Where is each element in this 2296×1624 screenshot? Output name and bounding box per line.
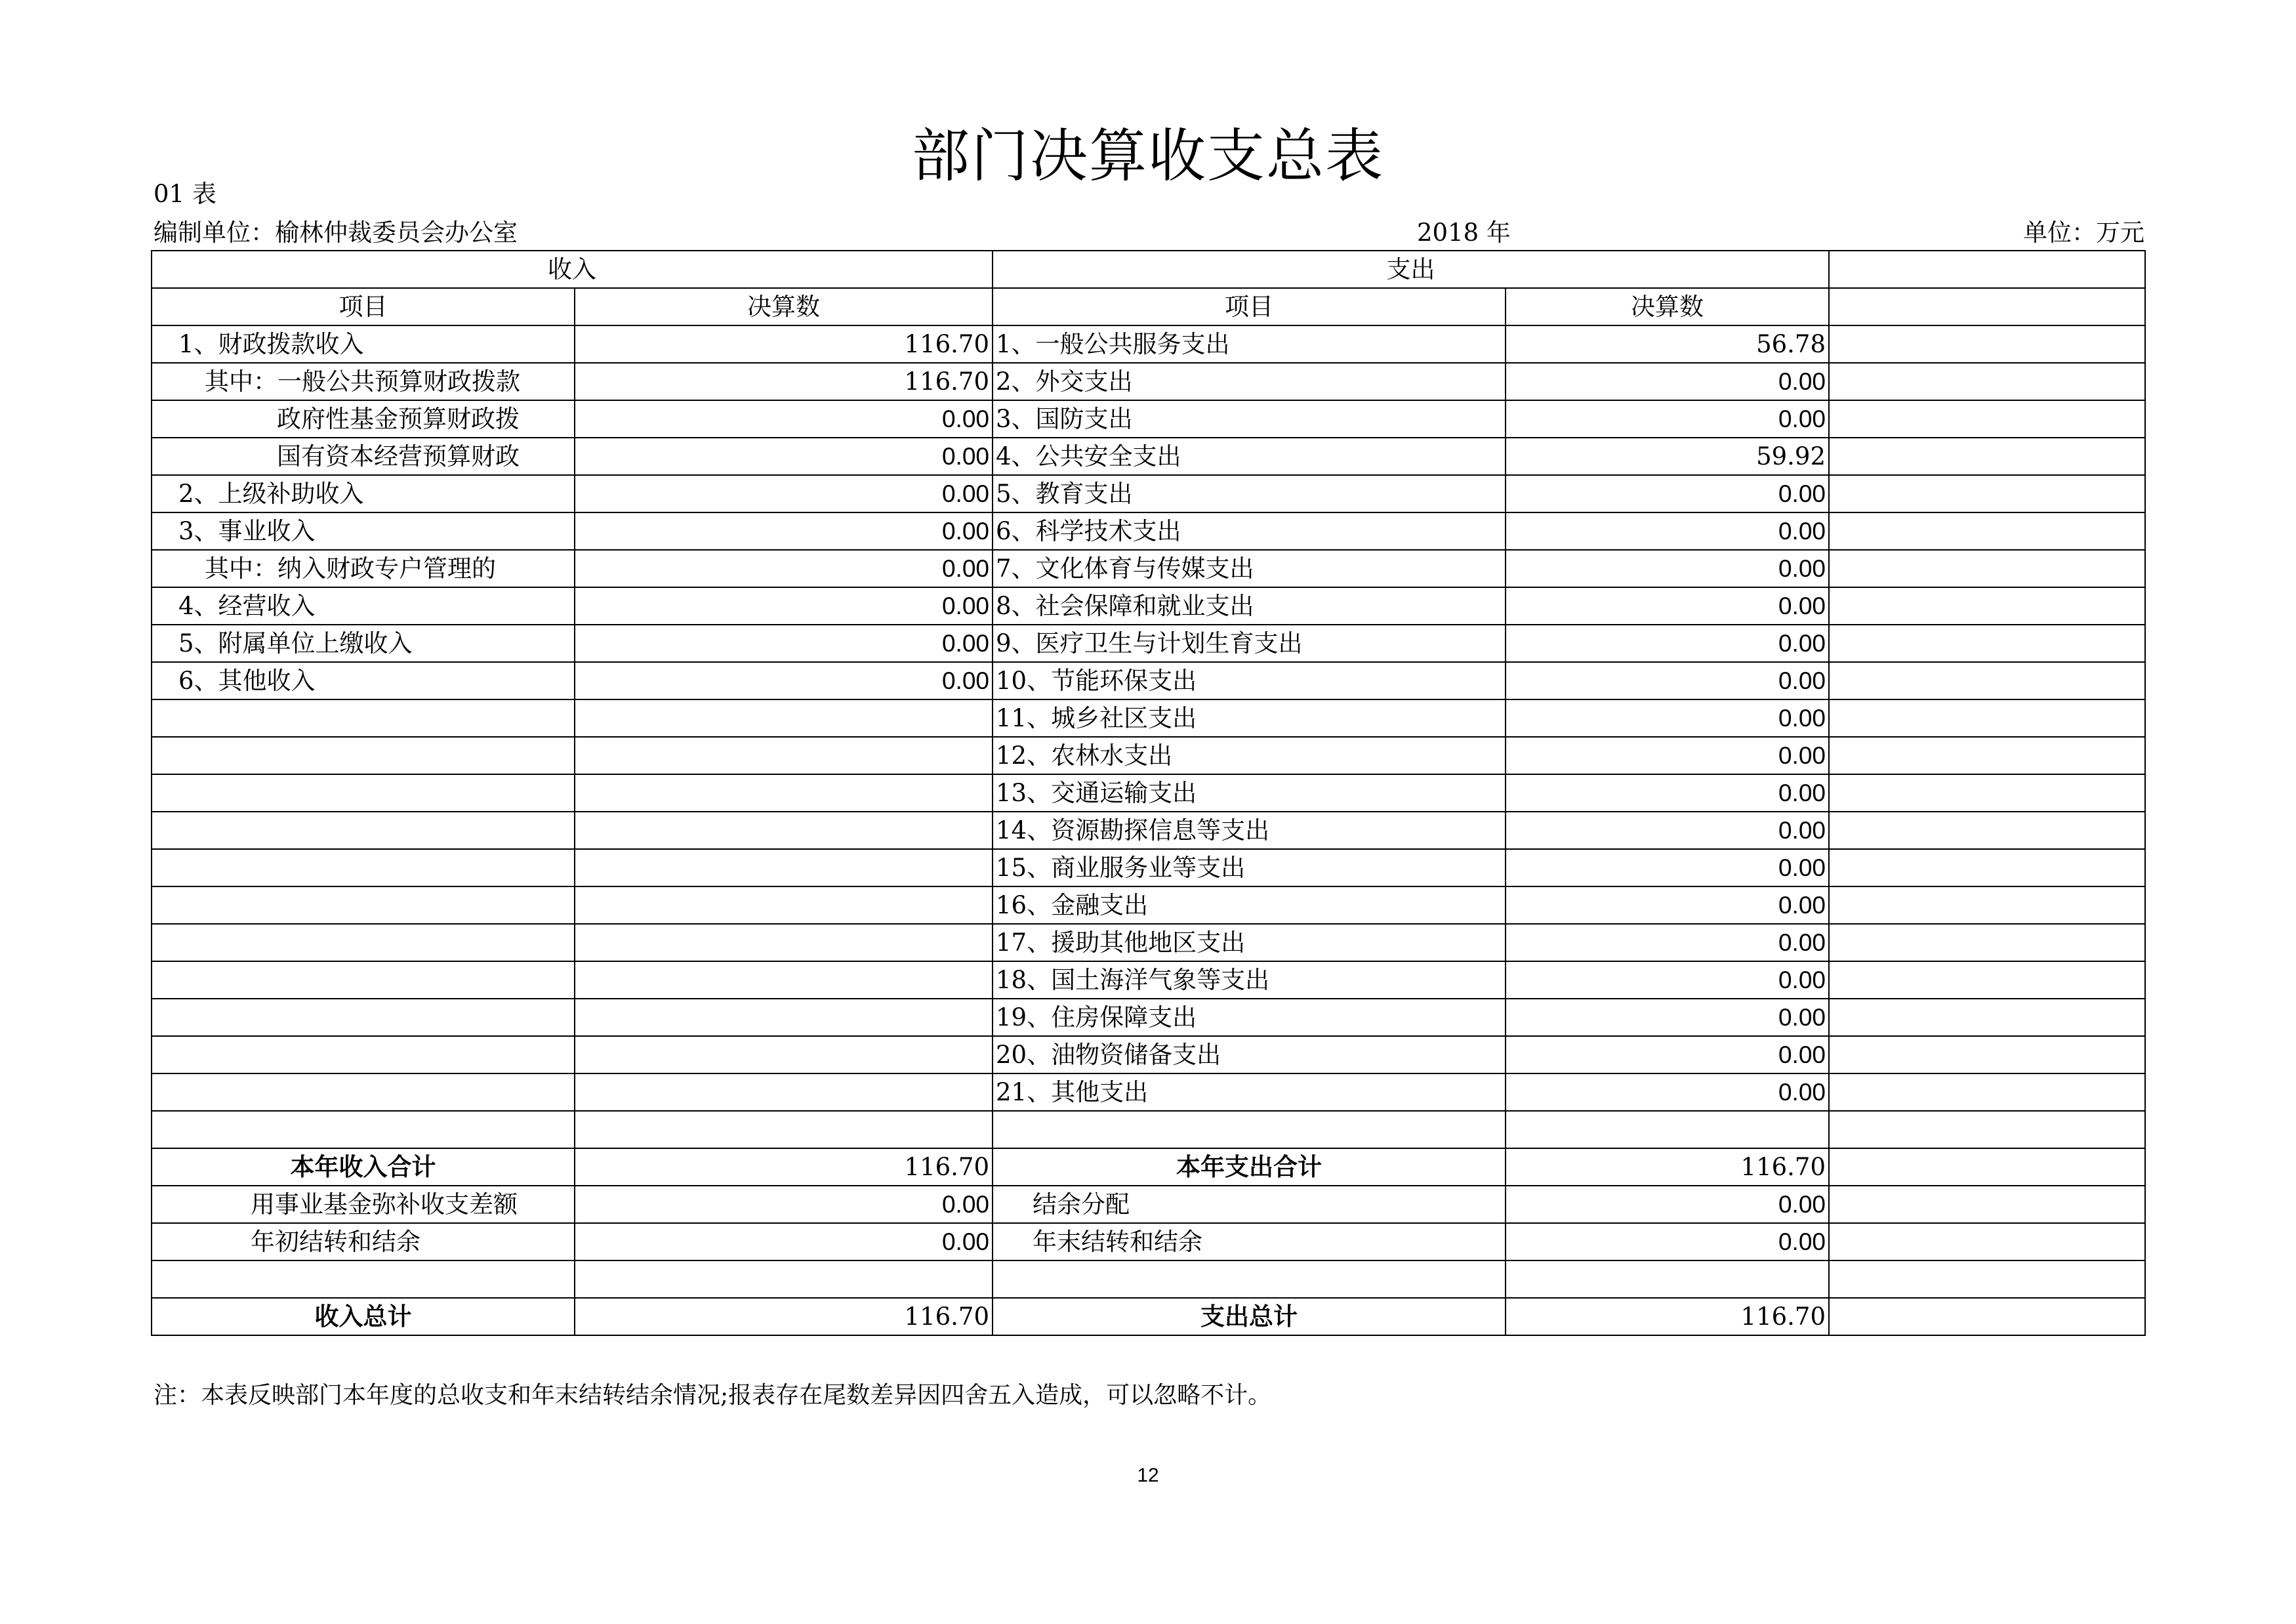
expense-item-value: 0.00 (1506, 512, 1829, 550)
currency-unit: 单位：万元 (2023, 219, 2144, 247)
blank-cell (1829, 251, 2145, 288)
expense-item-label: 15、商业服务业等支出 (993, 849, 1506, 886)
income-item-label: 2、上级补助收入 (152, 475, 575, 512)
table-row (152, 475, 2145, 512)
begin-balance-value: 0.00 (575, 1223, 993, 1260)
blank-cell (1829, 924, 2145, 961)
income-amount-header: 决算数 (575, 288, 993, 325)
empty-cell (575, 699, 993, 737)
grand-total-row (152, 1298, 2145, 1335)
empty-cell (152, 924, 575, 961)
blank-cell (1829, 812, 2145, 849)
expense-grand-total-value: 116.70 (1506, 1298, 1829, 1335)
expense-item-value: 0.00 (1506, 924, 1829, 961)
empty-cell (152, 886, 575, 924)
table-row (152, 512, 2145, 550)
blank-cell (1829, 1073, 2145, 1111)
year-expense-total-value: 116.70 (1506, 1148, 1829, 1186)
blank-cell (1829, 699, 2145, 737)
page-title: 部门决算收支总表 (911, 122, 1384, 190)
budget-summary-table (151, 250, 2146, 1336)
income-item-label: 其中：一般公共预算财政拨款 (152, 363, 575, 400)
income-grand-total-label: 收入总计 (152, 1298, 575, 1335)
end-balance-label: 年末结转和结余 (993, 1223, 1506, 1260)
income-grand-total-value: 116.70 (575, 1298, 993, 1335)
income-item-label: 政府性基金预算财政拨 (152, 400, 575, 438)
expense-item-value: 0.00 (1506, 400, 1829, 438)
income-item-label: 其中：纳入财政专户管理的 (152, 550, 575, 587)
blank-cell (1829, 886, 2145, 924)
blank-cell (1829, 1036, 2145, 1073)
surplus-alloc-label: 结余分配 (993, 1186, 1506, 1223)
expense-item-value: 0.00 (1506, 550, 1829, 587)
table-row (152, 999, 2145, 1036)
income-item-label: 4、经营收入 (152, 587, 575, 625)
income-item-value: 0.00 (575, 475, 993, 512)
table-row (152, 363, 2145, 400)
expense-item-label: 2、外交支出 (993, 363, 1506, 400)
expense-item-label: 17、援助其他地区支出 (993, 924, 1506, 961)
expense-item-value: 0.00 (1506, 737, 1829, 774)
expense-item-value: 56.78 (1506, 325, 1829, 363)
table-row (152, 812, 2145, 849)
spacer-row (152, 1111, 2145, 1148)
expense-item-value: 0.00 (1506, 961, 1829, 999)
expense-item-value: 0.00 (1506, 999, 1829, 1036)
fund-value: 0.00 (575, 1186, 993, 1223)
income-item-value: 116.70 (575, 325, 993, 363)
blank-cell (1829, 662, 2145, 699)
begin-balance-label: 年初结转和结余 (152, 1223, 575, 1260)
empty-cell (152, 812, 575, 849)
income-item-value: 0.00 (575, 625, 993, 662)
blank-cell (1829, 438, 2145, 475)
table-row (152, 961, 2145, 999)
expense-item-value: 0.00 (1506, 699, 1829, 737)
expense-item-label: 1、一般公共服务支出 (993, 325, 1506, 363)
expense-item-label: 18、国土海洋气象等支出 (993, 961, 1506, 999)
year-expense-total-label: 本年支出合计 (993, 1148, 1506, 1186)
table-row (152, 1036, 2145, 1073)
carryover-row (152, 1223, 2145, 1260)
header-row-columns (152, 288, 2145, 325)
expense-item-value: 0.00 (1506, 625, 1829, 662)
empty-cell (575, 849, 993, 886)
income-item-value: 116.70 (575, 363, 993, 400)
blank-cell (1829, 587, 2145, 625)
income-item-label: 5、附属单位上缴收入 (152, 625, 575, 662)
expense-item-value: 0.00 (1506, 363, 1829, 400)
income-item-value: 0.00 (575, 512, 993, 550)
form-number: 01 表 (154, 180, 216, 208)
empty-cell (575, 999, 993, 1036)
expense-item-value: 0.00 (1506, 849, 1829, 886)
expense-item-value: 0.00 (1506, 475, 1829, 512)
expense-item-label: 11、城乡社区支出 (993, 699, 1506, 737)
empty-cell (575, 1036, 993, 1073)
table-row (152, 774, 2145, 812)
empty-cell (152, 1036, 575, 1073)
expense-section-header: 支出 (993, 251, 1829, 288)
empty-cell (152, 999, 575, 1036)
empty-cell (575, 961, 993, 999)
expense-item-value: 59.92 (1506, 438, 1829, 475)
table-row (152, 737, 2145, 774)
compiling-unit: 编制单位：榆林仲裁委员会办公室 (154, 219, 518, 247)
empty-cell (152, 699, 575, 737)
empty-cell (152, 849, 575, 886)
empty-cell (575, 774, 993, 812)
expense-item-label: 13、交通运输支出 (993, 774, 1506, 812)
expense-item-label: 4、公共安全支出 (993, 438, 1506, 475)
blank-cell (1829, 363, 2145, 400)
expense-item-value: 0.00 (1506, 774, 1829, 812)
blank-cell (1829, 512, 2145, 550)
expense-item-label: 21、其他支出 (993, 1073, 1506, 1111)
table-row (152, 625, 2145, 662)
expense-item-header: 项目 (993, 288, 1506, 325)
header-row-sections (152, 251, 2145, 288)
table-row (152, 699, 2145, 737)
fund-label: 用事业基金弥补收支差额 (152, 1186, 575, 1223)
empty-cell (152, 961, 575, 999)
blank-cell (1829, 961, 2145, 999)
expense-item-label: 9、医疗卫生与计划生育支出 (993, 625, 1506, 662)
income-item-value: 0.00 (575, 438, 993, 475)
year-income-total-value: 116.70 (575, 1148, 993, 1186)
income-item-label: 6、其他收入 (152, 662, 575, 699)
empty-cell (152, 1073, 575, 1111)
expense-item-label: 20、油物资储备支出 (993, 1036, 1506, 1073)
expense-item-label: 19、住房保障支出 (993, 999, 1506, 1036)
income-item-value: 0.00 (575, 662, 993, 699)
table-row (152, 1073, 2145, 1111)
expense-item-label: 6、科学技术支出 (993, 512, 1506, 550)
page-number: 12 (1137, 1465, 1159, 1486)
table-row (152, 400, 2145, 438)
income-item-value: 0.00 (575, 587, 993, 625)
expense-item-label: 5、教育支出 (993, 475, 1506, 512)
expense-item-label: 12、农林水支出 (993, 737, 1506, 774)
blank-cell (1829, 625, 2145, 662)
blank-cell (1829, 288, 2145, 325)
year-income-total-label: 本年收入合计 (152, 1148, 575, 1186)
blank-cell (1829, 849, 2145, 886)
expense-item-value: 0.00 (1506, 812, 1829, 849)
empty-cell (575, 812, 993, 849)
surplus-alloc-value: 0.00 (1506, 1186, 1829, 1223)
expense-item-label: 7、文化体育与传媒支出 (993, 550, 1506, 587)
table-row (152, 587, 2145, 625)
expense-item-label: 3、国防支出 (993, 400, 1506, 438)
blank-cell (1829, 550, 2145, 587)
income-item-label: 1、财政拨款收入 (152, 325, 575, 363)
report-year: 2018 年 (1417, 219, 1511, 247)
expense-item-value: 0.00 (1506, 886, 1829, 924)
end-balance-value: 0.00 (1506, 1223, 1829, 1260)
table-row (152, 849, 2145, 886)
income-item-value: 0.00 (575, 400, 993, 438)
expense-grand-total-label: 支出总计 (993, 1298, 1506, 1335)
income-item-label: 国有资本经营预算财政 (152, 438, 575, 475)
spacer-row (152, 1260, 2145, 1298)
fund-row (152, 1186, 2145, 1223)
table-row (152, 662, 2145, 699)
income-section-header: 收入 (152, 251, 993, 288)
blank-cell (1829, 999, 2145, 1036)
expense-item-label: 16、金融支出 (993, 886, 1506, 924)
footnote: 注：本表反映部门本年度的总收支和年末结转结余情况;报表存在尾数差异因四舍五入造成，可以忽略不计。 (154, 1382, 1272, 1409)
blank-cell (1829, 475, 2145, 512)
empty-cell (575, 737, 993, 774)
empty-cell (575, 1073, 993, 1111)
empty-cell (575, 886, 993, 924)
blank-cell (1829, 400, 2145, 438)
table-row (152, 325, 2145, 363)
table-row (152, 924, 2145, 961)
year-total-row (152, 1148, 2145, 1186)
table-row (152, 886, 2145, 924)
table-row (152, 550, 2145, 587)
expense-item-label: 14、资源勘探信息等支出 (993, 812, 1506, 849)
expense-item-value: 0.00 (1506, 1073, 1829, 1111)
expense-amount-header: 决算数 (1506, 288, 1829, 325)
income-item-value: 0.00 (575, 550, 993, 587)
expense-item-value: 0.00 (1506, 662, 1829, 699)
empty-cell (152, 774, 575, 812)
empty-cell (152, 737, 575, 774)
expense-item-value: 0.00 (1506, 587, 1829, 625)
income-item-label: 3、事业收入 (152, 512, 575, 550)
blank-cell (1829, 325, 2145, 363)
empty-cell (575, 924, 993, 961)
expense-item-label: 8、社会保障和就业支出 (993, 587, 1506, 625)
income-item-header: 项目 (152, 288, 575, 325)
table-row (152, 438, 2145, 475)
expense-item-label: 10、节能环保支出 (993, 662, 1506, 699)
blank-cell (1829, 774, 2145, 812)
expense-item-value: 0.00 (1506, 1036, 1829, 1073)
blank-cell (1829, 737, 2145, 774)
